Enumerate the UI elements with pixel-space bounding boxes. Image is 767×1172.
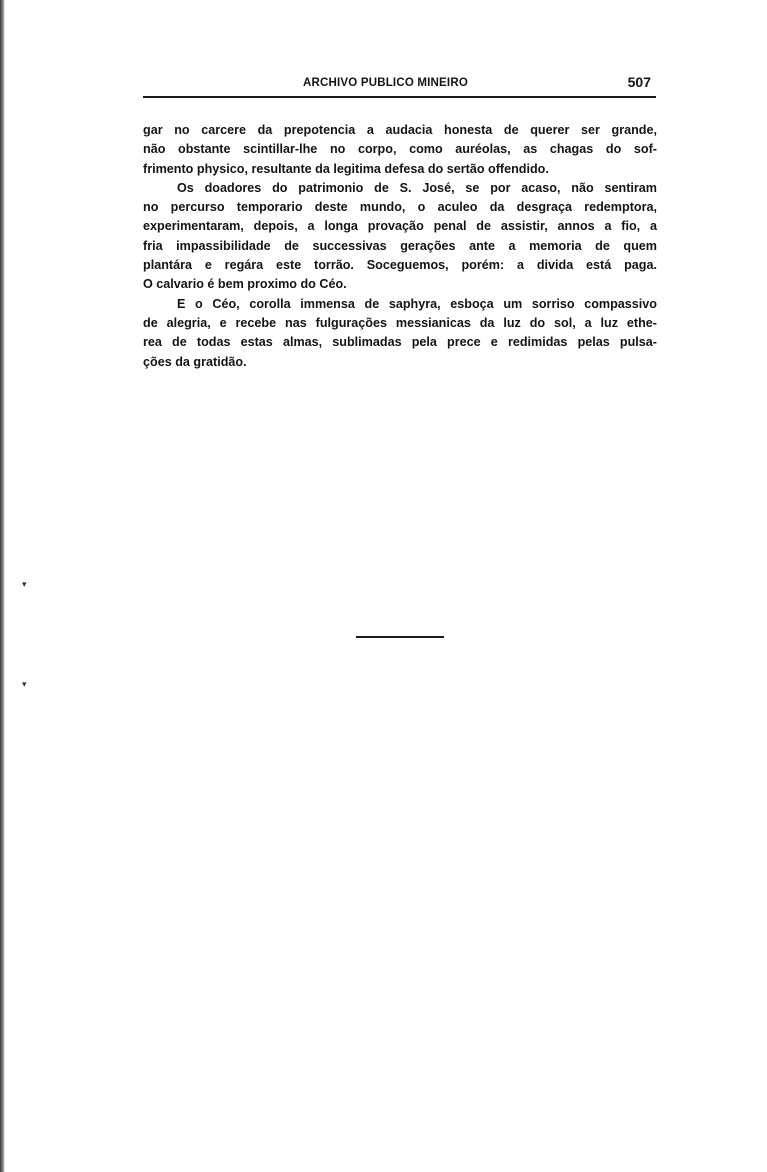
page-number: 507 (627, 74, 651, 90)
text-line: gar no carcere da prepotencia a audacia honesta de querer ser grande, (143, 123, 657, 137)
text-line: O calvario é bem proximo do Céo. (143, 277, 347, 292)
paragraph-2 (143, 179, 657, 295)
text-line: fria impassibilidade de successivas gerações ante a memoria de quem (143, 238, 657, 253)
text-line: Os doadores do patrimonio de S. José, se por acaso, não sentiram (177, 180, 657, 195)
print-speck: ▾ (22, 680, 27, 690)
page-header (143, 74, 653, 94)
paragraph-3 (143, 295, 657, 372)
body-text (143, 121, 657, 372)
text-line: frimento physico, resultante da legitima defesa do sertão offendido. (143, 161, 549, 176)
header-rule (143, 96, 656, 98)
print-speck: ▾ (22, 580, 27, 590)
text-line: plantára e regára este torrão. Soceguemos, porém: a divida está paga. (143, 258, 657, 273)
text-line: ções da gratidão. (143, 354, 247, 369)
text-line: E o Céo, corolla immensa de saphyra, esboça um sorriso compassivo (177, 296, 657, 311)
end-rule (356, 636, 444, 638)
page-edge-shadow (0, 0, 5, 1172)
text-line: de alegria, e recebe nas fulgurações messianicas da luz do sol, a luz ethe- (143, 315, 657, 330)
running-title: ARCHIVO PUBLICO MINEIRO (303, 77, 468, 89)
text-line: no percurso temporario deste mundo, o aculeo da desgraça redemptora, (143, 200, 657, 215)
text-line: não obstante scintillar-lhe no corpo, como auréolas, as chagas do sof- (143, 142, 657, 157)
paragraph-1 (143, 121, 657, 179)
text-line: experimentaram, depois, a longa provação penal de assistir, annos a fio, a (143, 219, 657, 234)
text-line: rea de todas estas almas, sublimadas pela prece e redimidas pelas pulsa- (143, 335, 657, 350)
